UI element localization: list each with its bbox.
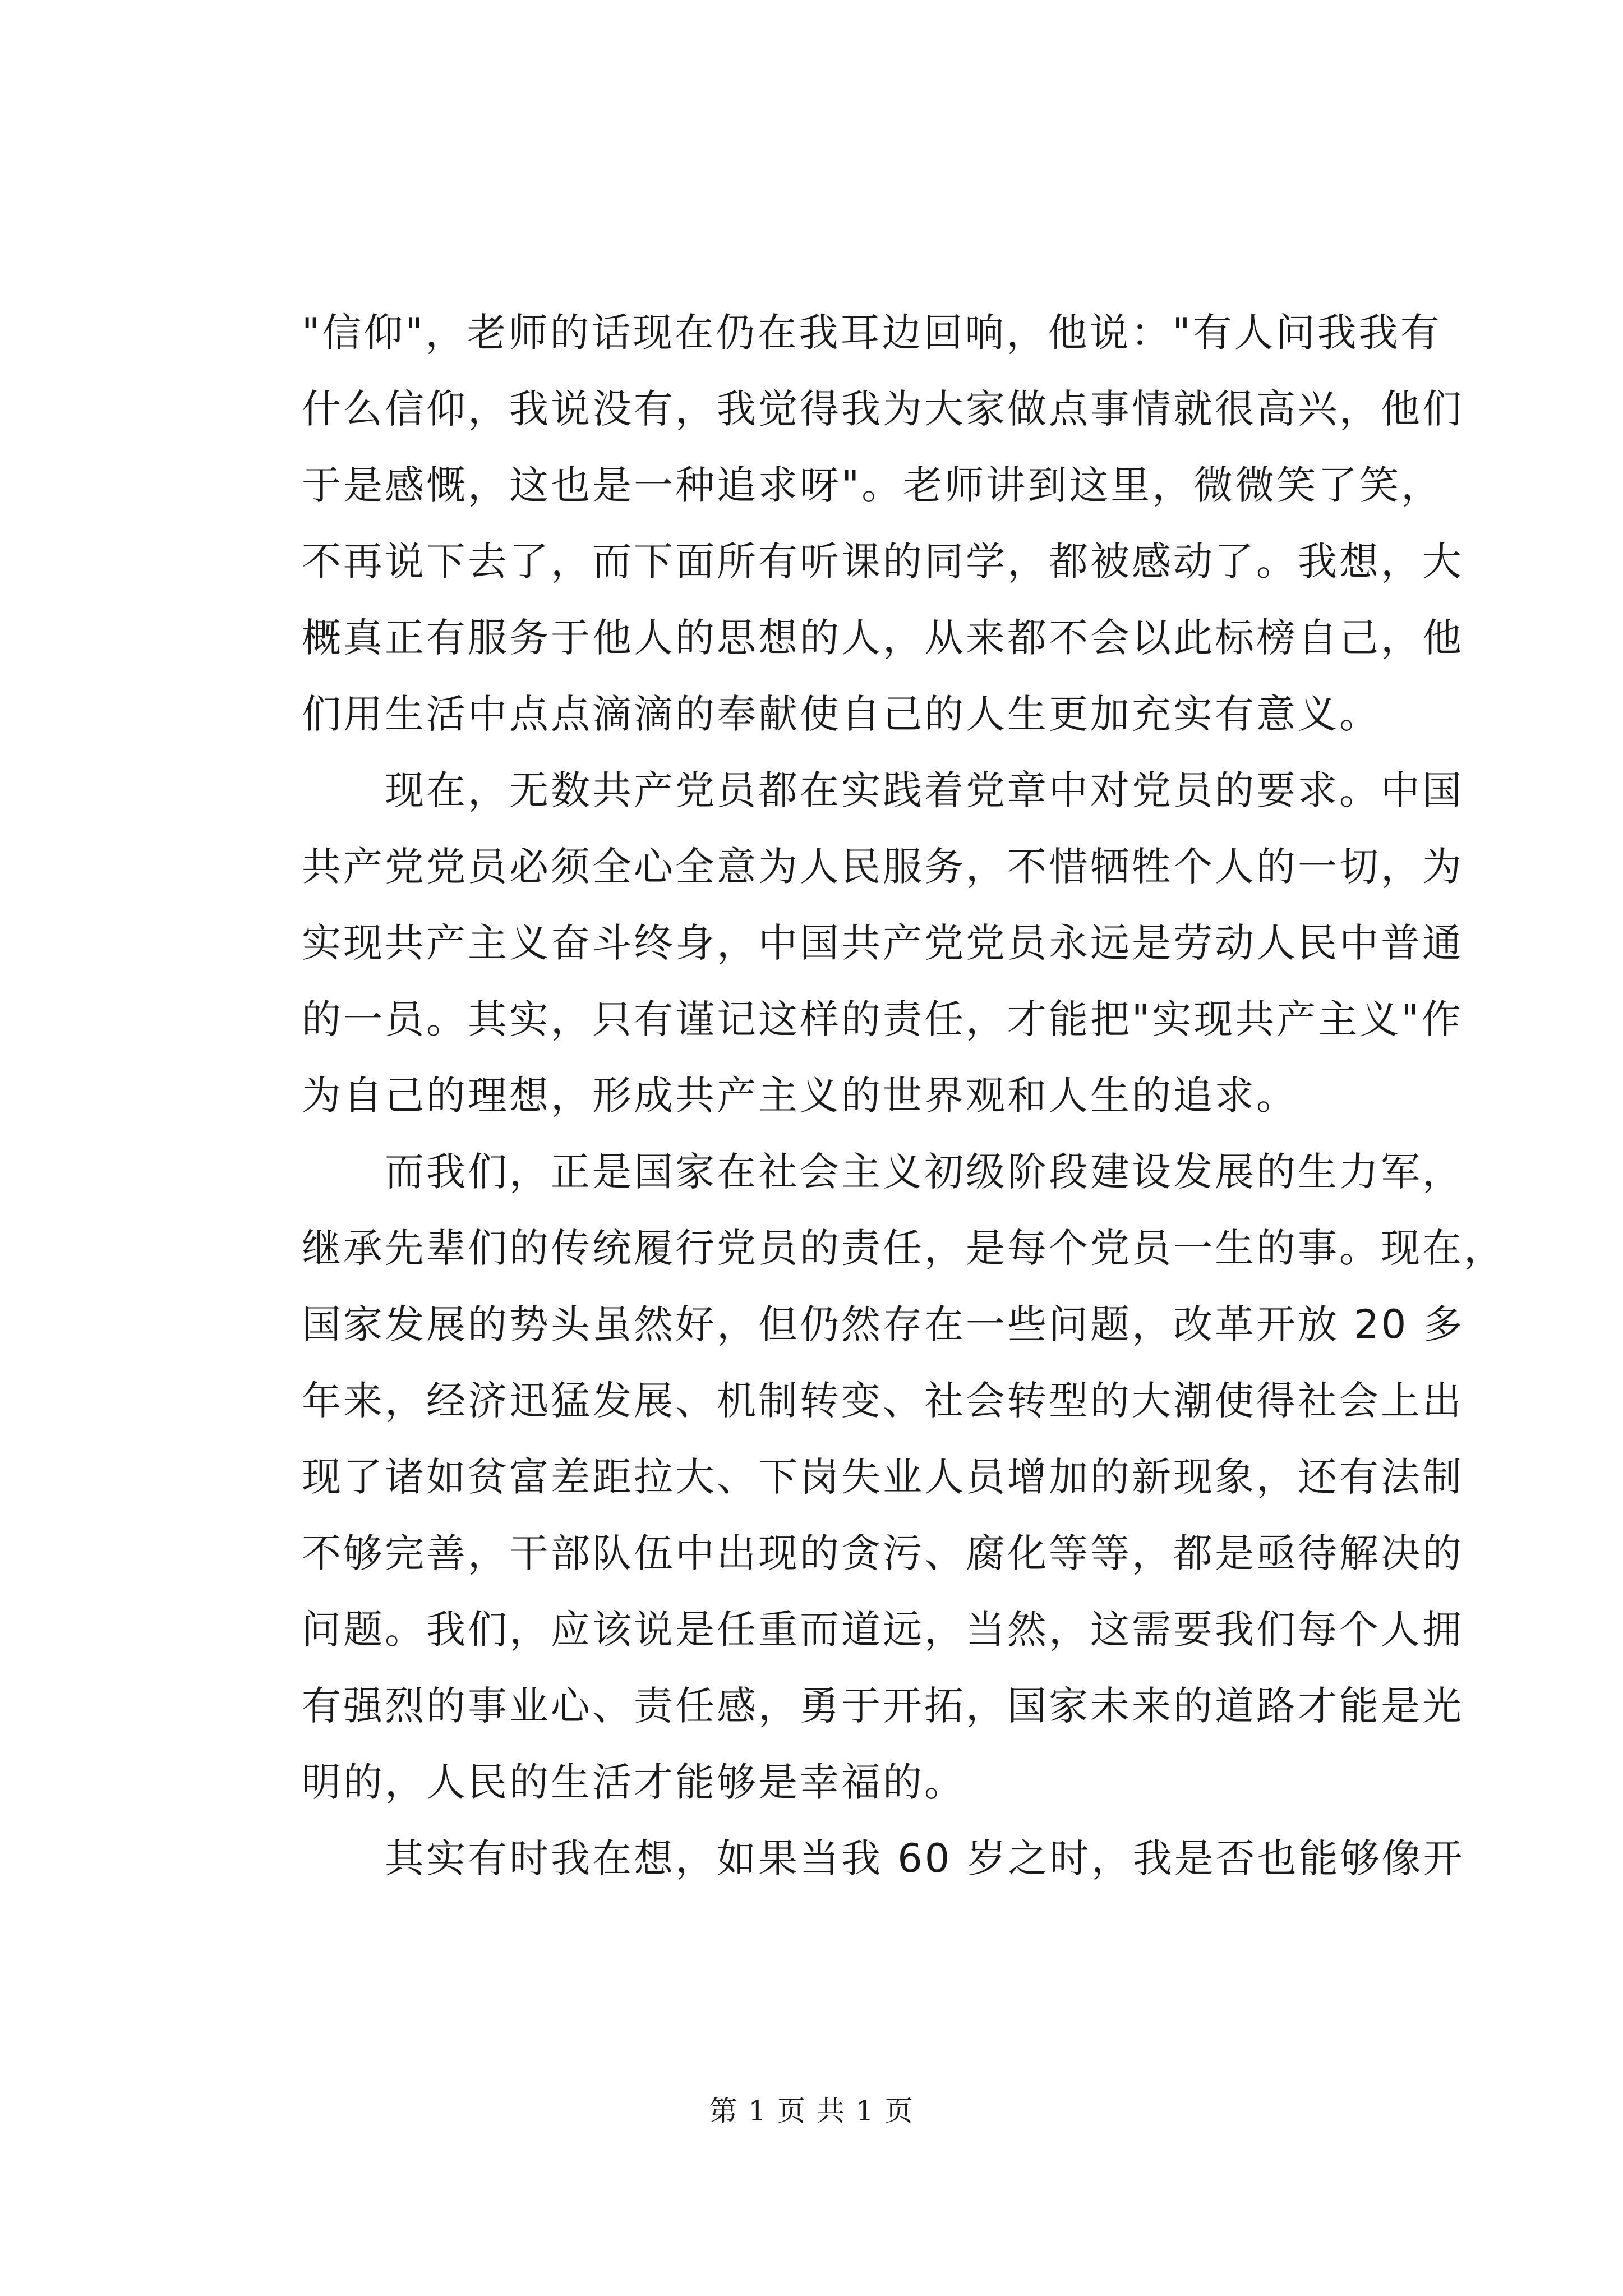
text-line: 们用生活中点点滴滴的奉献使自己的人生更加充实有意义。 [302,691,1381,737]
text-line: 国家发展的势头虽然好，但仍然存在一些问题，改革开放 20 多 [302,1301,1465,1347]
text-line: 什么信仰，我说没有，我觉得我为大家做点事情就很高兴，他们 [302,386,1464,432]
text-line: 实现共产主义奋斗终身，中国共产党党员永远是劳动人民中普通 [302,920,1464,966]
text-line: 为自己的理想，形成共产主义的世界观和人生的追求。 [302,1073,1298,1119]
text-line: 继承先辈们的传统履行党员的责任，是每个党员一生的事。现在， [302,1225,1505,1271]
text-line: 于是感慨，这也是一种追求呀"。老师讲到这里，微微笑了笑， [302,462,1443,508]
text-line: 其实有时我在想，如果当我 60 岁之时，我是否也能够像开 [302,1835,1465,1881]
text-line: 年来，经济迅猛发展、机制转变、社会转型的大潮使得社会上出 [302,1378,1464,1424]
text-line: 明的，人民的生活才能够是幸福的。 [302,1759,966,1805]
text-line: 有强烈的事业心、责任感，勇于开拓，国家未来的道路才能是光 [302,1683,1464,1729]
text-line: 不够完善，干部队伍中出现的贪污、腐化等等，都是亟待解决的 [302,1530,1464,1576]
text-line: 共产党党员必须全心全意为人民服务，不惜牺牲个人的一切，为 [302,844,1464,890]
text-line: 现了诸如贫富差距拉大、下岗失业人员增加的新现象，还有法制 [302,1454,1464,1500]
text-line: "信仰"，老师的话现在仍在我耳边回响，他说："有人问我我有 [302,310,1442,356]
page-footer: 第 1 页 共 1 页 [709,2095,914,2127]
text-line: 而我们，正是国家在社会主义初级阶段建设发展的生力军， [302,1149,1464,1195]
text-line: 的一员。其实，只有谨记这样的责任，才能把"实现共产主义"作 [302,996,1463,1042]
text-line: 现在，无数共产党员都在实践着党章中对党员的要求。中国 [302,767,1464,813]
text-line: 不再说下去了，而下面所有听课的同学，都被感动了。我想，大 [302,539,1464,585]
text-line: 问题。我们，应该说是任重而道远，当然，这需要我们每个人拥 [302,1607,1464,1653]
text-line: 概真正有服务于他人的思想的人，从来都不会以此标榜自己，他 [302,615,1464,661]
